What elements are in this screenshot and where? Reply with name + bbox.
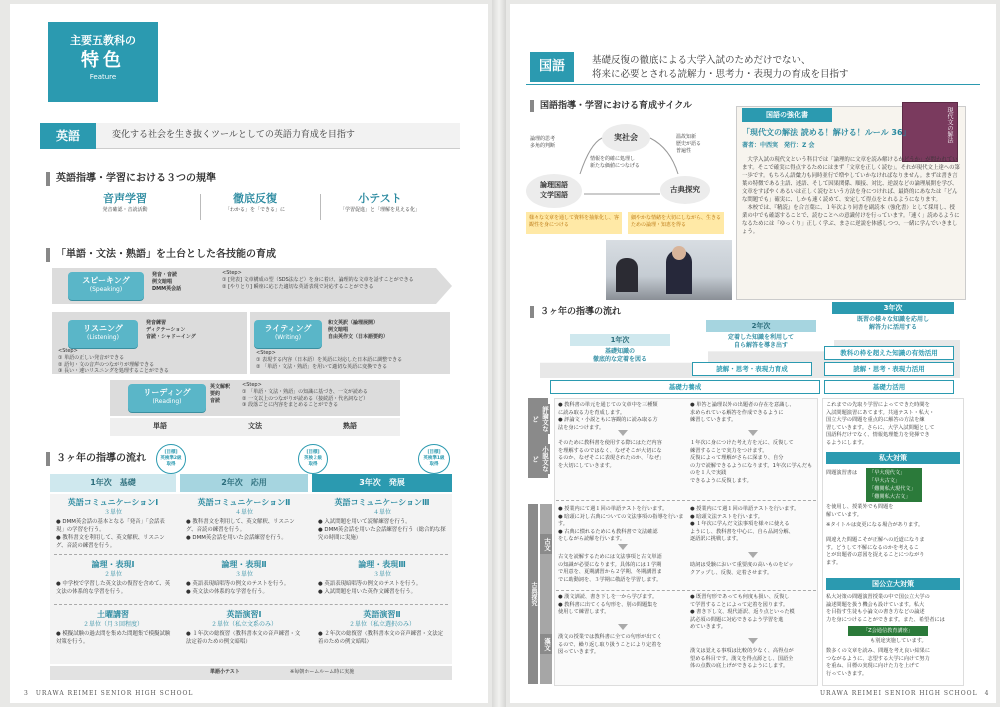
subject-title: 論理・表現Ⅱ [221,560,267,569]
rule-item [200,192,310,214]
subject-cell [54,498,172,517]
base-grammar: 文法 [248,422,262,430]
headline-rule [526,84,980,85]
k-cell-10: ● 既習句形であっても何度も扱い、反復し て学習することによって定着を図ります。 ● 書き下し文、現代語訳、返り点といった模 試必須の問題に対応できるよう学習を進 めていきます。 [690,594,795,631]
subject-units: ２単位（私立文系のみ） [210,620,277,628]
vocab-test-note: ※毎朝ホームルーム時に実施 [290,669,355,675]
rule-item [70,192,180,214]
book-title: 「現代文の解法 読める！解ける！ルール 36」 [742,128,911,137]
reading-label: リーディング [143,388,191,397]
k-cell-2: ● 単答と論理以外の出題者の存在を意識し、 求められている解答を作成できるように 練習していきます。 [690,402,795,424]
k-year2-desc: 定着した知識を利用して 自ら解答を導き出す [727,334,794,350]
subject-units: ３単位 [234,570,253,578]
subject-cell [54,560,172,579]
year1-header: 1年次 基礎 [50,474,176,492]
k-cell-11: 漢文の授業では教科書に全ての句形が出てく るので、繰り返し取り扱うことにより定着を 図っていきます。 [558,634,662,656]
kokugo-headline-1: 基礎反復の徹底による大学入試のためだけでない、 [592,55,811,66]
y3-text-1: これまでの先取り学習によってできた時間を 入試問題演習にあてます。共通テスト・私大・ 国立大学の問題を重点的に解答の方法を練 習していきます。さらに、大学入試問題として 国語科だけでなく、情報処理能力を発揮でき るようにします。 [826,402,935,446]
subject-units: ３単位 [372,570,391,578]
subject-title: 論理・表現Ⅲ [358,560,406,569]
listening-en: (Listening) [87,334,119,341]
rule-sub: 発音確認・音読活動 [102,206,148,213]
subject-title: 英語演習Ⅰ [226,610,262,619]
eng-3yr-title: ３ヶ年の指導の流れ [46,452,146,466]
down-arrow [618,544,628,550]
subject-title: 英語コミュニケーションⅡ [197,498,291,507]
subject-notes: ● 英語表現暗唱等の例文のテストを行う。 ● 入試問題を用いた英作文練習を行う。 [318,581,422,595]
subject-title: 英語演習Ⅱ [363,610,401,619]
step-label: <Step> [256,350,276,356]
private-univ-books [866,468,922,502]
subject-units: ２単位（私立選択のみ） [348,620,415,628]
listening-steps [58,348,243,375]
base-idiom: 熟語 [343,422,357,430]
step-text: ② [やりとり] 瞬座に応じた適切な英語表現で対応することができる [222,283,374,290]
subject-notes: ● １年次の総復習（教科書本文の音声練習・文法定着のための例文暗唱） [186,631,301,645]
rule-heading: 徹底反復 [233,192,277,205]
step-text: ② 語句・文の音声のつながりが理解できる [58,361,155,368]
listening-keywords: 発音練習 ディクテーション 音読・シャドーイング [146,320,196,340]
row-divider [54,554,448,555]
photo-face [672,246,686,260]
page-number-right: URAWA REIMEI SENIOR HIGH SCHOOL 4 [820,690,990,697]
speaking-pill [68,272,144,300]
classroom-photo [606,240,732,300]
subject-cell [54,610,172,629]
writing-pill [254,320,322,348]
kokugo-headline [592,54,849,82]
cycle-bottom-left: 様々な文章を通して資料を抽象化し、客観性を身につける [526,212,622,234]
bar-basic-use: 基礎力活用 [824,380,954,394]
k-cell-7: 古文を読解するためには文法事項と古文単語 の知識が必要になります。具体的には１学期 で用意を、夏期講習から２学期、冬期講習ま でに助動詞を、３学期に敬語を学習します。 [558,554,662,583]
base-word: 単語 [153,422,167,430]
subject-title: 論理・表現Ⅰ [91,560,135,569]
feature-line2: 特色 [81,49,125,71]
cat-kanbun: 漢文 [540,634,552,654]
rules-title: 英語指導・学習における３つの規準 [46,172,216,186]
step-text: ① 単語の正しい発音ができる [58,354,125,361]
subject-notes: ● 中学校で学習した英文法の復習を含めて、英文法の体系的な学習を行う。 [56,581,171,595]
listening-label: リスニング [83,324,123,333]
speaking-en: (Speaking) [89,286,123,293]
rule-heading: 音声学習 [103,192,147,205]
writing-keywords: 和文英訳（論理展開） 例文暗唱 自由英作文（日本語要約） [328,320,389,340]
cycle-node-modern: 論理国語 文学国語 [526,174,582,208]
kokugo-tag: 国語 [530,52,574,82]
rule-item [320,192,440,214]
goal-badge: [目標] 英検２級 取得 [298,444,328,474]
step-label: <Step> [58,348,78,354]
subject-notes: ● DMM英会話の基本となる「発音」「会話表現」の学習を行う。 ● 教科書文を利用して、英文解釈、リスニング、音読の練習を行う。 [56,519,165,549]
subject-units: ２単位 [103,570,122,578]
speaking-label: スピーキング [82,276,130,285]
cat-novel: 小説文など [531,446,549,472]
rule-heading: 小テスト [358,192,402,205]
goal-badge: [目標] 英検準1級 取得 [418,444,450,474]
speaking-keywords: 発音・音読 例文暗唱 DMM英会話 [152,272,182,292]
k-year2: 2年次 [706,320,816,332]
k-cell-4: １年次に身につけた考え方を元に、反復して 練習することで実力をつけます。 反復によって理解がさらに深まり、自分 の力で読解できるようになります。1年次に学んだものを１人で実践 できるように反復します。 [690,440,813,484]
book-item: 「難関私大現代文」 [869,486,916,492]
cycle-node-classics: 古典探究 [660,176,710,204]
subject-cell [316,560,448,579]
kokugo-headline-2: 将来に必要とされる読解力・思考力・表現力の育成を目指す [592,69,849,80]
zkai-note: も別途実施しています。 [870,638,927,644]
k-year1-desc: 基礎知識の 徹底的な定着を図る [592,348,647,364]
writing-label: ライティング [264,324,312,333]
book-spine [492,0,506,707]
subject-units: ４単位 [234,508,253,516]
feature-line1: 主要五教科の [70,34,136,47]
book-body: 大学入試の現代文という科目では「論理的に文章を読み解けるかどうか」が問われています。そこで確実に得点するためにはまず「文章を正しく読む」。それが現代文上達への第一歩です。もちろん語彙力も同時並行で増やしていかなければなりません。まずは書き言葉の特徴である主語、述語、そして因果関係、順接、対比、逆説などの論理展開を学び、文章をすばやくあるいは正しく読むという方法を身につければ、最終的にあなたは「どんな問題でも」確実に、しかも速く読めて、安定して得点をとれるようになります。 本校では、『精読』を合言葉に、１年次より同書を副読本（強化書）として採用し、授業の中でも確認することで、読むことへの意識付けを行っています。「速く」読めるようになるためには「ゆっくり」正しく学ぶ、まさに逆説を体感しつつ、一緒に学んでいきましょう。 [742,157,960,235]
right-page [510,4,996,703]
book-item: 「難関私大古文」 [869,494,911,500]
english-headline: 変化する社会を生き抜くツールとしての英語力育成を目指す [112,130,355,140]
base-band [110,418,400,436]
zkai-box: 「Z会通信教育講座」 [848,626,928,636]
step-text: ① 「単語・文法・熟語」の知識に基づき、一文が読める [242,388,368,395]
bar-basic: 基礎力養成 [550,380,820,394]
k-year3: 3年次 [832,302,954,314]
subject-notes: ● 教科書文を利用して、英文解釈、リスニング、音読の練習を行う。 ● DMM英会話を用いた会話練習を行う。 [186,519,295,541]
k-cell-6: ● 授業内にて週１回の単語テストを行います。 ● 暗頭文法テストを行います。 ● １年次に学んだ文法事項を様々に使える ようにし、教科書を中心に、自ら品詞分解、 逐語訳に挑戦します。 [690,506,800,543]
english-tag: 英語 [40,123,96,149]
row-divider [54,604,448,605]
subject-notes: ● ２年次の総復習（教科書本文の音声練習・文法定着のための例文暗唱） [318,631,444,645]
subject-units: ４単位 [372,508,391,516]
writing-en: (Writing) [274,334,302,341]
public-univ-header: 国公立大対策 [826,578,960,590]
down-arrow [748,430,758,436]
cycle-title: 国語指導・学習における育成サイクル [530,100,692,112]
goal-badge: [目標] 英検準2級 取得 [156,444,186,474]
subject-cell [316,610,448,629]
step-text: ① [発表] 文章構成の型（SDS法など）を身に着け、論理的な文章を話すことができる [222,276,414,283]
cat-critique: 評論文など [531,406,549,432]
subject-notes: ● 英語表現暗唱等の例文のテストを行う。 ● 英文法の体系的な学習を行う。 [186,581,290,595]
private-univ-note: を使用し、授業外でも問題を 解いています。 [826,504,894,518]
k-cell-8: 助詞は受験において重要度の高いものをピッ クアップし、反復、定着させます。 [690,562,794,576]
vocab-test-bar [50,666,452,680]
k-cell-1: ● 教科書の単元を通じての文章中を三種類 に読み取る力を育成します。 ● 評論文・小説ともに客観的に読み取る方 法を身につけます。 [558,402,658,431]
y3-text-2: ※タイトルは変更になる場合があります。 間違えた問題こそが正解への近道になりま す。どうして不解になるのかを考えるこ とが出題者の意図を捉えることにつながり ます。 [826,522,925,566]
step-label: <Step> [242,382,262,388]
subject-title: 土曜講習 [97,610,129,619]
private-univ-header: 私大対策 [826,452,960,464]
book-cover: 現代文の解法 [902,102,958,162]
subject-title: 英語コミュニケーションⅠ [67,498,159,507]
book-label: 国語の強化書 [742,108,832,122]
english-header [40,123,460,149]
photo-student [616,258,638,292]
rule-sub: 「わかる」を「できる」に [224,206,285,213]
subject-units: ３単位 [103,508,122,516]
subject-units: ２単位（月３回程度） [82,620,143,628]
cat-classics: 古典探究 [528,564,538,624]
down-arrow [748,552,758,558]
step-label: <Step> [222,270,242,276]
reading-steps [242,382,398,409]
cat-kobun: 古文 [540,534,552,554]
speaking-steps [222,270,447,290]
kokugo-3yr-title: ３ヶ年の指導の流れ [530,306,621,318]
k-year1: 1年次 [570,334,670,346]
subject-notes: ● 模擬試験の過去問を集めた問題集で模擬試験対策を行う。 [56,631,171,645]
step-text: ③ 長い・速いリスニングを処理することができる [58,368,169,375]
cat-bg2 [540,504,552,684]
step-text: ② 「単語・文法・熟語」を用いて適切な英語に変換できる [256,363,388,370]
cycle-note: 温故知新 歴史が語る 普遍性 [676,134,702,154]
step-text: ② 一文以上のつながりが読める（接続語・代名詞など） [242,395,369,402]
y3-text-4: 数多くの文章を読み、問題を考え良い結果に つながるように、志望する大学に向けて努力 を重ね、目標の実現に向けた力を上げて 行っていきます。 [826,648,931,677]
feature-sub: Feature [89,73,117,82]
reading-en: (Reading) [152,398,182,405]
feature-title-box [48,22,158,102]
k-cell-12: 漢文は覚える事項は比較的少なく、高得点が 望める科目です。漢文を得点源とし、国語全 体の点数の底上げができるようにします。 [690,648,794,670]
vocab-test-label: 単語小テスト [210,669,240,675]
cycle-note: 情報を的確に処理し 新たな価値につなげる [590,156,640,169]
step-text: ① 表現する内容（日本語）を英語に対応した日本語に調整できる [256,356,403,363]
down-arrow [618,624,628,630]
book-item: 「早大古文」 [869,478,901,484]
reading-pill [128,384,206,412]
bar-reading-use: 読解・思考・表現力活用 [824,362,954,376]
cycle-bottom-right: 細やかな情緒を大切にしながら、生きるための論理・知恵を得る [628,212,724,234]
y3-text-3: 私大対策の問題演習授業の中で国公立大学の 論述問題を扱う機会も設けています。私大 を目指す生徒も小論文の書き方などの論述 力を身につけることができます。また、希望者には [826,594,945,623]
private-univ-lead: 問題演習書は [826,470,858,476]
left-page [10,4,488,703]
step-text: ③ 段落ごとに内容をまとめることができる [242,402,339,409]
subject-cell [184,498,304,517]
rules-row [50,192,450,222]
subject-title: 英語コミュニケーションⅢ [334,498,430,507]
row-divider [556,590,816,591]
down-arrow [618,430,628,436]
year3-header: 3年次 発展 [312,474,452,492]
subject-cell [184,560,304,579]
subject-cell [316,498,448,517]
year2-header: 2年次 応用 [180,474,308,492]
rule-sub: 「学習促進」と「理解を見える化」 [339,206,420,213]
cycle-node-society: 実社会 [602,124,650,152]
book-item: 「早大現代文」 [869,470,906,476]
bar-reading-dev: 読解・思考・表現力育成 [692,362,812,376]
writing-steps [256,350,448,370]
k-cell-3: そのために教科書を使用する際にはただ内容 を理解するのではなく、なぜそこが大切にな るのか、なぜそこに表現されたのか、「なぜ」 を大切にしていきます。 [558,440,665,469]
skills-title: 「単語・文法・熟語」を土台とした各技能の育成 [46,248,276,262]
listening-pill [68,320,138,348]
page-number-left: 3 URAWA REIMEI SENIOR HIGH SCHOOL [24,690,194,697]
k-cell-5: ● 授業内にて週１回の単語テストを行います。 ● 暗頭に対し古典についての文法事項の指導を行います。 ● 古典に慣れるためにも教科書で文法確認 をしながら読解を行います。 [558,506,684,543]
cycle-note: 論理的思考 多角的判断 [530,136,556,149]
row-divider [556,500,816,501]
k-year3-desc: 既習の様々な知識を応用し 解答力に活用する [856,316,929,332]
bar-cross-subject: 教科の枠を超えた知識の有効活用 [824,346,954,360]
subject-notes: ● 入試問題を用いて読解練習を行う。 ● DMM英会話を用いた会話練習を行う（総合的な探究の時間に実施） [318,519,446,541]
k-cell-9: ● 漢文訓読、書き下しを一から学びます。 ● 教科書に出てくる句形を、別の問題集を 使用して練習します。 [558,594,658,616]
subject-cell [184,610,304,629]
reading-keywords: 英文解釈 要約 音読 [210,384,231,404]
down-arrow [748,638,758,644]
book-author: 著者：中西実 発行：Z 会 [742,142,815,149]
